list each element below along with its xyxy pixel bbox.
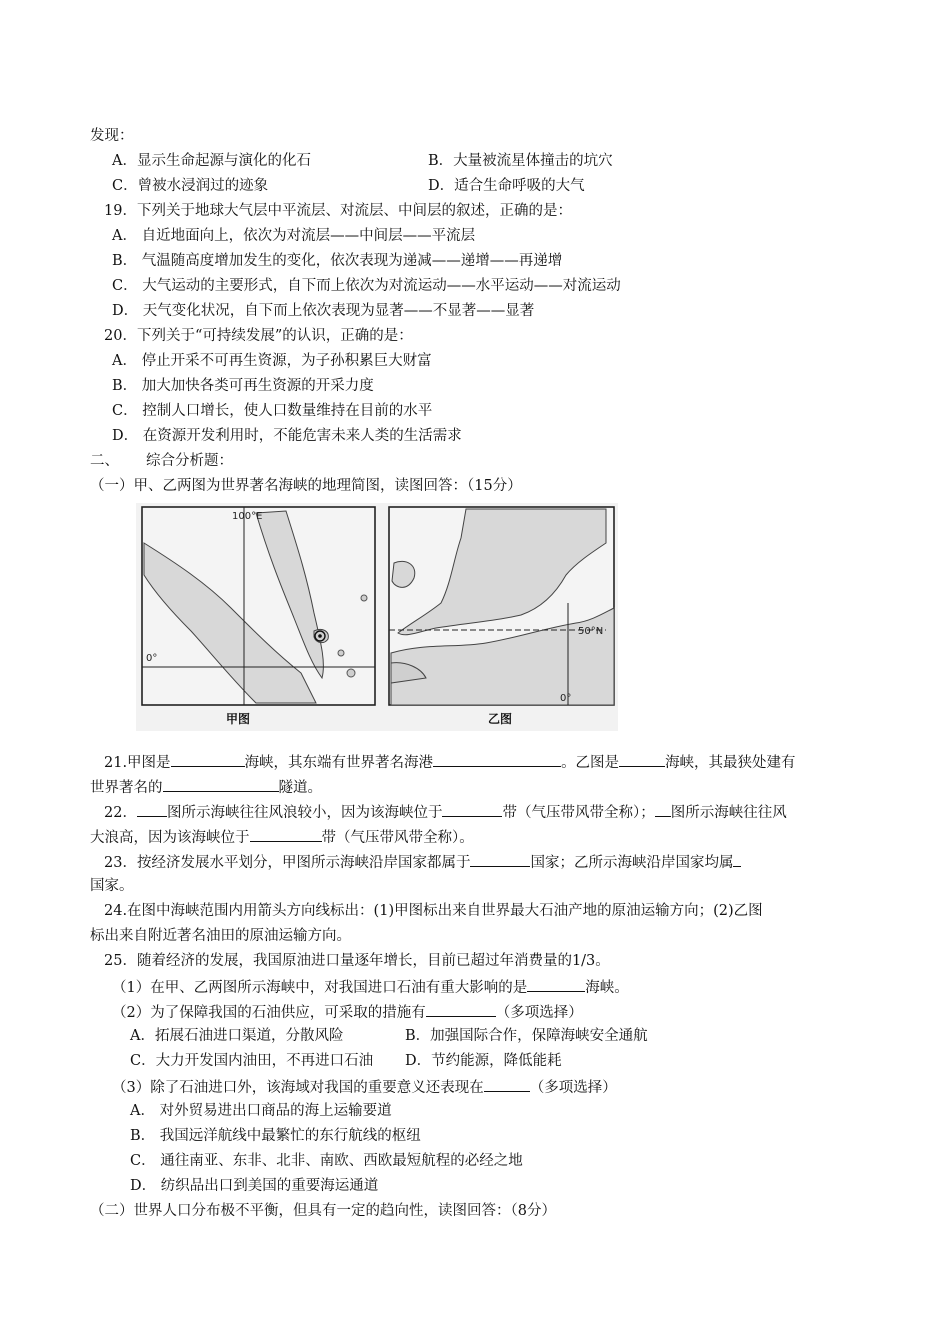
q25-text: （2）为了保障我国的石油供应，可采取的措施有 (112, 1005, 426, 1021)
q22-text: 图所示海峡往往风 (670, 805, 787, 821)
q21-text: 海峡，其最狭处建有 (665, 755, 796, 771)
answer-blank[interactable] (171, 751, 245, 767)
q25-sub2-option-a: A．拓展石油进口渠道，分散风险 (130, 1028, 344, 1044)
answer-blank[interactable] (426, 1001, 496, 1017)
answer-blank[interactable] (137, 801, 167, 817)
q25-text: 海峡。 (585, 980, 629, 996)
q18-option-d: D．适合生命呼吸的大气 (428, 178, 585, 194)
q21-text: 海峡，其东端有世界著名海港 (244, 755, 434, 771)
answer-blank[interactable] (655, 801, 671, 817)
strait-maps-figure (136, 503, 618, 731)
answer-blank[interactable] (527, 976, 585, 992)
q23-text: 国家；乙所示海峡沿岸国家均属 (530, 855, 734, 871)
answer-blank[interactable] (163, 776, 279, 792)
q20-option-b: B． 加大加快各类可再生资源的开采力度 (112, 378, 374, 394)
q25-sub3-option-d: D． 纺织品出口到美国的重要海运通道 (130, 1178, 379, 1194)
q25-text: （3）除了石油进口外，该海域对我国的重要意义还表现在 (112, 1080, 484, 1096)
map-a-longitude-label: 100°E (232, 511, 263, 522)
q23-line2: 国家。 (90, 878, 134, 894)
q25-sub2-option-b: B．加强国际合作，保障海峡安全通航 (405, 1028, 648, 1044)
q19-option-c: C． 大气运动的主要形式，自下而上依次为对流运动——水平运动——对流运动 (112, 278, 621, 294)
q23-text: 23．按经济发展水平划分，甲图所示海峡沿岸国家都属于 (104, 855, 471, 871)
q22-text: 图所示海峡往往风浪较小，因为该海峡位于 (166, 805, 443, 821)
answer-blank[interactable] (619, 751, 665, 767)
q25-stem: 25．随着经济的发展，我国原油进口量逐年增长，目前已超过年消费量的1/3。 (104, 953, 610, 969)
q21-line2 (90, 776, 322, 798)
q22-text: 带（气压带风带全称）。 (321, 830, 474, 846)
q25-sub1 (112, 976, 629, 998)
q23-line1 (104, 851, 741, 873)
q18-option-b: B．大量被流星体撞击的坑穴 (428, 153, 613, 169)
map-b-longitude-label: 0° (560, 693, 572, 704)
q22-text: 带（气压带风带全称）； (502, 805, 655, 821)
q18-option-a: A．显示生命起源与演化的化石 (112, 153, 311, 169)
q25-sub3 (112, 1076, 617, 1098)
q25-sub2-option-d: D．节约能源，降低能耗 (405, 1053, 562, 1069)
q22-text: 22． (104, 805, 137, 821)
q19-stem: 19．下列关于地球大气层中平流层、对流层、中间层的叙述，正确的是： (104, 203, 572, 219)
q21-text: 隧道。 (278, 780, 322, 796)
q20-option-d: D． 在资源开发利用时，不能危害未来人类的生活需求 (112, 428, 462, 444)
answer-blank[interactable] (250, 826, 322, 842)
map-a-latitude-label: 0° (146, 653, 158, 664)
q22-line2 (90, 826, 474, 848)
map-a-caption: 甲图 (226, 712, 251, 726)
q22-line1 (104, 801, 787, 823)
q25-text: （多项选择） (529, 1080, 617, 1096)
q25-text: （1）在甲、乙两图所示海峡中，对我国进口石油有重大影响的是 (112, 980, 528, 996)
section-title: 综合分析题： (146, 453, 233, 469)
q25-sub2-option-c: C．大力开发国内油田，不再进口石油 (130, 1053, 374, 1069)
map-b-latitude-label: 50°N (578, 626, 604, 637)
q25-sub3-option-a: A． 对外贸易进出口商品的海上运输要道 (130, 1103, 392, 1119)
q20-option-c: C． 控制人口增长，使人口数量维持在目前的水平 (112, 403, 433, 419)
q21-line1 (104, 751, 796, 773)
continuation-text: 发现： (90, 128, 134, 144)
answer-blank[interactable] (733, 851, 741, 867)
q25-text: （多项选择） (495, 1005, 583, 1021)
answer-blank[interactable] (470, 851, 530, 867)
map-a (142, 507, 375, 726)
section-number: 二、 (90, 453, 119, 469)
q25-sub3-option-b: B． 我国远洋航线中最繁忙的东行航线的枢纽 (130, 1128, 421, 1144)
q20-stem: 20．下列关于“可持续发展”的认识，正确的是： (104, 328, 413, 344)
q20-option-a: A． 停止开采不可再生资源，为子孙积累巨大财富 (112, 353, 432, 369)
q22-text: 大浪高，因为该海峡位于 (90, 830, 250, 846)
q24-line1: 24.在图中海峡范围内用箭头方向线标出：(1)甲图标出来自世界最大石油产地的原油运输方向；(2)乙图 (104, 903, 763, 919)
q21-text: 21.甲图是 (104, 755, 171, 771)
map-b (389, 507, 614, 726)
q21-text: 世界著名的 (90, 780, 163, 796)
map-b-caption: 乙图 (488, 712, 513, 726)
q25-sub2 (112, 1001, 583, 1023)
q24-line2: 标出来自附近著名油田的原油运输方向。 (90, 928, 351, 944)
q18-option-c: C．曾被水浸润过的迹象 (112, 178, 269, 194)
q19-option-d: D． 天气变化状况，自下而上依次表现为显著——不显著——显著 (112, 303, 535, 319)
answer-blank[interactable] (484, 1076, 530, 1092)
answer-blank[interactable] (433, 751, 561, 767)
part2-intro: （二）世界人口分布极不平衡，但具有一定的趋向性，读图回答：（8分） (90, 1203, 556, 1219)
answer-blank[interactable] (442, 801, 502, 817)
q25-sub3-option-c: C． 通往南亚、东非、北非、南欧、西欧最短航程的必经之地 (130, 1153, 523, 1169)
part1-intro: （一）甲、乙两图为世界著名海峡的地理简图，读图回答：（15分） (90, 478, 522, 494)
q19-option-b: B． 气温随高度增加发生的变化，依次表现为递减——递增——再递增 (112, 253, 563, 269)
q19-option-a: A． 自近地面向上，依次为对流层——中间层——平流层 (112, 228, 476, 244)
q21-text: 。乙图是 (561, 755, 620, 771)
